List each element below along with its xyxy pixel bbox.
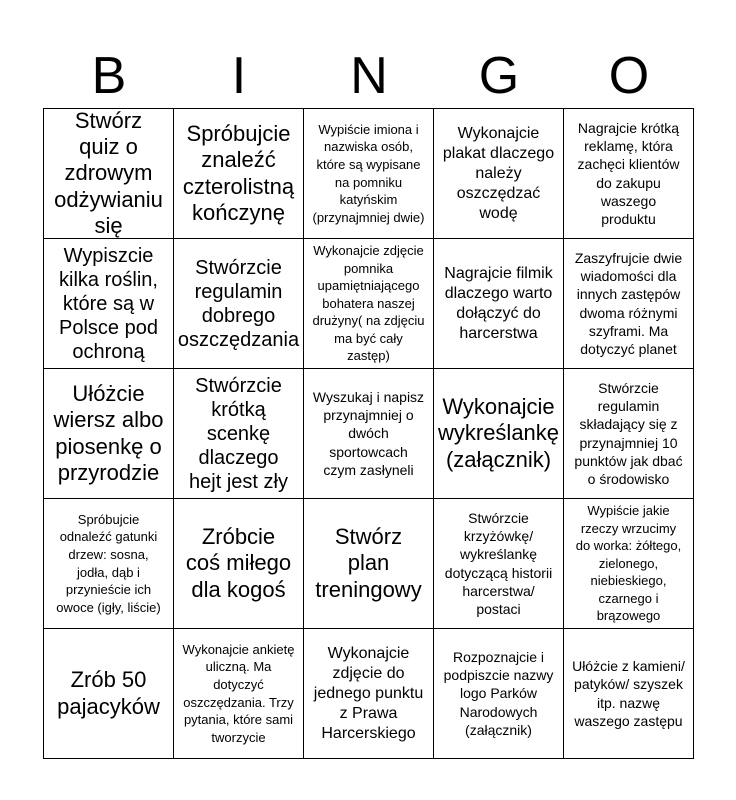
bingo-cell[interactable] bbox=[174, 239, 304, 369]
bingo-cell[interactable] bbox=[564, 239, 694, 369]
cell-text: Zaszyfrujcie dwie wiadomości dla innych zastępów dwoma różnymi szyframi. Ma dotyczyć planet bbox=[574, 249, 683, 357]
cell-text: Stwórzcie regulamin składający się z przynajmniej 10 punktów jak dbać o środowisko bbox=[574, 379, 683, 487]
bingo-cell[interactable] bbox=[304, 629, 434, 759]
bingo-cell[interactable] bbox=[304, 109, 434, 239]
header-letter-g: G bbox=[478, 47, 520, 105]
bingo-cell[interactable] bbox=[44, 629, 174, 759]
bingo-cell[interactable] bbox=[564, 369, 694, 499]
cell-text: Wypiszcie kilka roślin, które są w Polsce pod ochroną bbox=[59, 244, 158, 363]
cell-text: Stwórzcie regulamin dobrego oszczędzania bbox=[177, 256, 300, 351]
bingo-cell[interactable] bbox=[174, 109, 304, 239]
cell-text: Stwórz quiz o zdrowym odżywianiu się bbox=[54, 109, 163, 239]
bingo-cell[interactable] bbox=[564, 629, 694, 759]
cell-text: Wykonajcie plakat dlaczego należy oszczędzać wodę bbox=[442, 124, 555, 222]
bingo-cell[interactable] bbox=[304, 369, 434, 499]
bingo-cell[interactable] bbox=[304, 239, 434, 369]
cell-text: Spróbujcie znaleźć czterolistną kończynę bbox=[182, 120, 295, 225]
cell-text: Wyszukaj i napisz przynajmniej o dwóch sportowcach czym zasłyneli bbox=[312, 389, 425, 478]
cell-text: Wykonajcie wykreślankę (załącznik) bbox=[437, 393, 560, 472]
cell-text: Stwórzcie krzyżówkę/ wykreślankę dotyczącą historii harcerstwa/ postaci bbox=[444, 509, 553, 617]
bingo-cell[interactable] bbox=[564, 109, 694, 239]
bingo-cell[interactable] bbox=[434, 239, 564, 369]
cell-text: Stwórz plan treningowy bbox=[315, 523, 422, 602]
bingo-cell[interactable] bbox=[434, 369, 564, 499]
bingo-cell[interactable] bbox=[44, 369, 174, 499]
bingo-cell[interactable] bbox=[434, 109, 564, 239]
cell-text: Wykonajcie zdjęcie do jednego punktu z Prawa Harcerskiego bbox=[313, 644, 424, 742]
cell-text: Nagrajcie krótką reklamę, która zachęci klientów do zakupu waszego produktu bbox=[577, 119, 680, 227]
cell-text: Ułóżcie wiersz albo piosenkę o przyrodzie bbox=[53, 380, 164, 485]
header-letter-b: B bbox=[91, 47, 127, 105]
bingo-cell[interactable] bbox=[44, 109, 174, 239]
cell-text: Wypiście imiona i nazwiska osób, które są wypisane na pomniku katyńskim (przynajmniej dwie) bbox=[312, 121, 425, 225]
cell-text: Wypiście jakie rzeczy wrzucimy do worka: żółtego, zielonego, niebieskiego, czarnego i brązowego bbox=[575, 503, 682, 624]
cell-text: Ułóżcie z kamieni/ patyków/ szyszek itp. nazwę waszego zastępu bbox=[572, 658, 685, 729]
cell-text: Wykonajcie ankietę uliczną. Ma dotyczyć oszczędzania. Trzy pytania, które sami tworzycie bbox=[182, 641, 295, 745]
header-letter-o: O bbox=[608, 47, 650, 105]
cell-text: Zróbcie coś miłego dla kogoś bbox=[185, 523, 292, 602]
bingo-header bbox=[44, 46, 694, 106]
header-letter-n: N bbox=[350, 47, 388, 105]
cell-text: Stwórzcie krótką scenkę dlaczego hejt jest zły bbox=[189, 374, 288, 493]
bingo-cell[interactable] bbox=[174, 369, 304, 499]
bingo-cell[interactable] bbox=[44, 499, 174, 629]
bingo-cell[interactable] bbox=[174, 499, 304, 629]
bingo-grid bbox=[43, 108, 694, 759]
bingo-cell[interactable] bbox=[434, 629, 564, 759]
bingo-cell[interactable] bbox=[44, 239, 174, 369]
cell-text: Zrób 50 pajacyków bbox=[57, 667, 160, 719]
bingo-cell[interactable] bbox=[434, 499, 564, 629]
cell-text: Wykonajcie zdjęcie pomnika upamiętniającego bohatera naszej drużyny( na zdjęciu ma być cały zastęp) bbox=[312, 243, 425, 364]
bingo-cell[interactable] bbox=[304, 499, 434, 629]
cell-text: Spróbujcie odnaleźć gatunki drzew: sosna, jodła, dąb i przynieście ich owoce (igły, liście) bbox=[56, 511, 161, 615]
bingo-cell[interactable] bbox=[564, 499, 694, 629]
cell-text: Nagrajcie filmik dlaczego warto dołączyć do harcerstwa bbox=[444, 264, 553, 342]
header-letter-i: I bbox=[231, 47, 247, 105]
bingo-cell[interactable] bbox=[174, 629, 304, 759]
cell-text: Rozpoznajcie i podpiszcie nazwy logo Parków Narodowych (załącznik) bbox=[443, 649, 554, 738]
